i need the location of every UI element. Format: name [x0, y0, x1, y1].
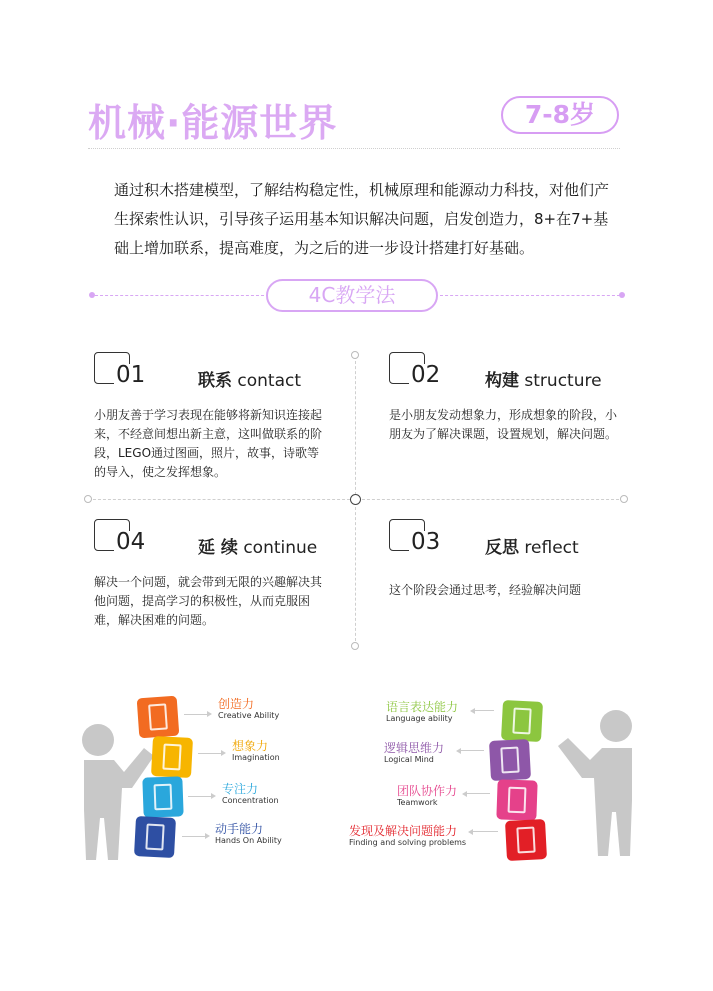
arrow-icon [470, 831, 498, 832]
skill-block-imagination [151, 736, 193, 778]
card-body: 解决一个问题，就会带到无限的兴趣解决其他问题，提高学习的积极性，从而克服困难，解决困难的问题。 [94, 575, 323, 627]
skill-label-hands-on [215, 822, 282, 846]
title-divider [88, 148, 620, 149]
skill-en: Concentration [222, 796, 279, 805]
card-heading [485, 366, 602, 391]
skill-en: Finding and solving problems [349, 838, 467, 847]
section-divider-dot-right [619, 292, 625, 298]
section-title: 4C教学法 [266, 279, 438, 312]
arrow-icon [458, 750, 484, 751]
skill-label-language [386, 700, 458, 724]
skill-zh: 发现及解决问题能力 [349, 824, 458, 838]
card-heading-zh: 构建 [485, 371, 519, 391]
skill-en: Language ability [386, 714, 453, 723]
card-number: 02 [411, 362, 441, 388]
skill-en: Teamwork [397, 798, 438, 807]
skill-zh: 专注力 [222, 782, 259, 796]
grid-dot-left [84, 495, 92, 503]
card-number: 03 [411, 529, 441, 555]
arrow-icon [188, 796, 214, 797]
skill-label-problem-solving [349, 824, 466, 848]
skill-block-teamwork [496, 779, 537, 820]
skill-zh: 逻辑思维力 [384, 741, 445, 755]
card-heading-zh: 联系 [198, 371, 232, 391]
card-heading-zh: 反思 [485, 538, 519, 558]
skill-label-concentration [222, 782, 279, 806]
skill-zh: 创造力 [218, 697, 255, 711]
skill-block-creative [137, 696, 180, 739]
section-divider-right [440, 295, 620, 296]
card-heading-zh: 延 续 [198, 538, 238, 558]
section-divider-left [95, 295, 264, 296]
arrow-icon [182, 836, 208, 837]
grid-dot-right [620, 495, 628, 503]
card-number: 01 [116, 362, 146, 388]
card-heading-en: reflect [524, 538, 579, 558]
skill-label-imagination [232, 739, 280, 763]
skill-en: Imagination [232, 753, 280, 762]
card-heading [198, 533, 317, 558]
skill-block-language [501, 700, 543, 742]
age-badge: 7-8岁 [501, 96, 619, 134]
arrow-icon [198, 753, 224, 754]
skill-en: Logical Mind [384, 755, 434, 764]
grid-center-dot [350, 494, 361, 505]
grid-dot-top [351, 351, 359, 359]
person-figure-right [540, 696, 640, 876]
skill-zh: 想象力 [232, 739, 269, 753]
skill-en: Hands On Ability [215, 836, 282, 845]
skill-block-hands-on [134, 816, 176, 858]
skill-block-concentration [142, 776, 183, 817]
card-body: 这个阶段会通过思考，经验解决问题 [389, 583, 582, 597]
page-title: 机械·能源世界 [88, 101, 338, 145]
skill-block-logical [489, 739, 531, 781]
card-heading [198, 366, 301, 391]
arrow-icon [464, 793, 490, 794]
intro-paragraph: 通过积木搭建模型，了解结构稳定性，机械原理和能源动力科技，对他们产生探索性认识，引导孩子运用基本知识解决问题，启发创造力，8+在7+基础上增加联系，提高难度，为之后的进一步设计搭建打好基础。 [114, 181, 610, 257]
card-number: 04 [116, 529, 146, 555]
card-heading [485, 533, 579, 558]
skill-zh: 语言表达能力 [386, 700, 459, 714]
card-heading-en: structure [524, 371, 602, 391]
card-body: 小朋友善于学习表现在能够将新知识连接起来，不经意间想出新主意，这叫做联系的阶段，LEGO通过图画，照片，故事，诗歌等的导入，使之发挥想象。 [94, 408, 323, 479]
card-body: 是小朋友发动想象力，形成想象的阶段，小朋友为了解决课题，设置规划，解决问题。 [389, 408, 618, 441]
card-heading-en: continue [243, 538, 318, 558]
skill-label-teamwork [397, 784, 457, 808]
skill-en: Creative Ability [218, 711, 280, 720]
card-heading-en: contact [237, 371, 302, 391]
skill-zh: 团队协作力 [397, 784, 458, 798]
skill-zh: 动手能力 [215, 822, 264, 836]
arrow-icon [184, 714, 210, 715]
skill-block-problem-solving [505, 819, 547, 861]
skill-label-creative [218, 697, 279, 721]
grid-dot-bottom [351, 642, 359, 650]
skill-label-logical [384, 741, 444, 765]
arrow-icon [472, 710, 494, 711]
